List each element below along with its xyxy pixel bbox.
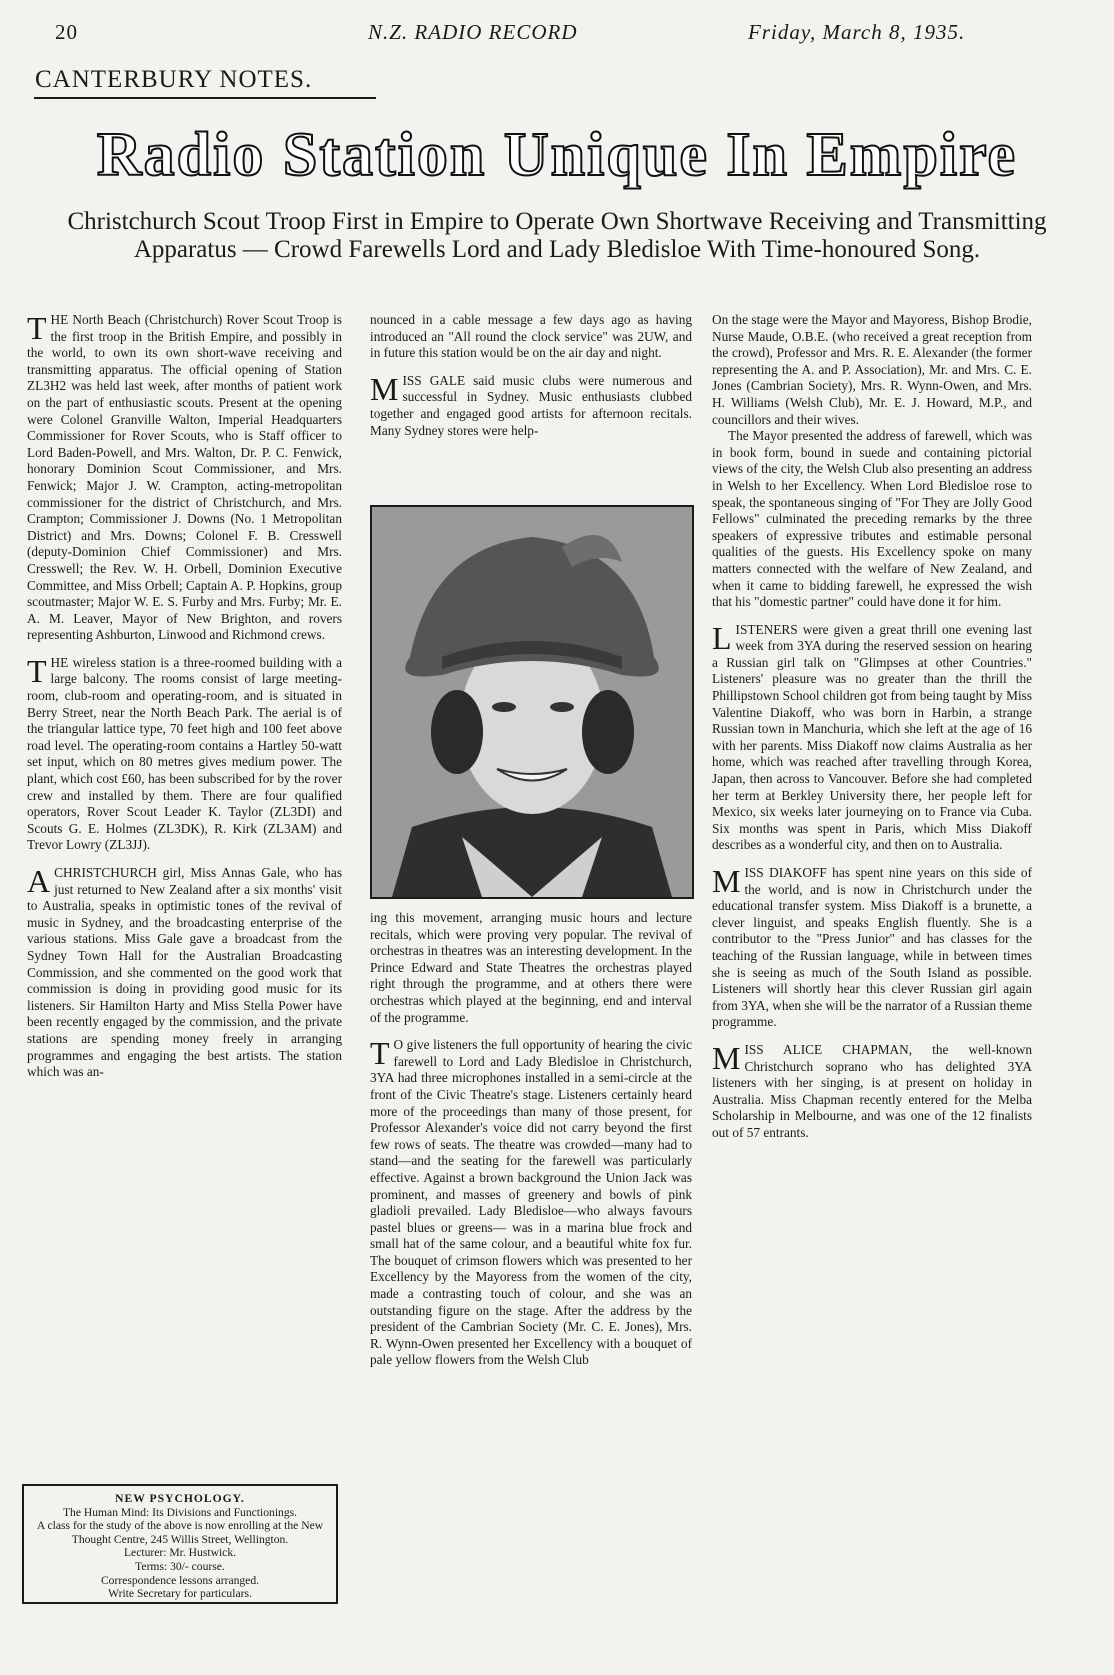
paragraph-text: ISTENERS were given a great thrill one evening last week from 3YA during the reserved session on hearing a Russian girl talk on "Glimpses at other Countries." Listeners' pleasure was no greater than the thrill the Phillipstown School children got from being taught by Miss Valentine Diakoff, who was born in Harbin, a strange Russian town in Manchuria, which she left at the age of 16 with her parents. Miss Diakoff now claims Australia as her home, which was reached after travelling through Korea, Japan, then across to Vancouver. Before she had completed her term at Berkley University there, her people left for Mexico, six weeks later journeying on to France via Cuba. Six months was spent in Paris, which Miss Diakoff describes as a wonderful city, and then on to Australia. xyxy=(712,621,1032,853)
advert-line: Correspondence lessons arranged. xyxy=(100,1573,260,1587)
paragraph: ing this movement, arranging music hours and lecture recitals, which were proving very popular. The revival of orchestras in theatres was an interesting development. In the Prince Edward and State Theatres the orchestras played right through the programme, and at others there were orchestras which played at the beginning, end and interval of the programme. xyxy=(370,910,692,1025)
paragraph xyxy=(27,312,342,644)
column-1 xyxy=(27,312,342,1081)
column-3 xyxy=(712,312,1032,1142)
subheadline: Christchurch Scout Troop First in Empire to Operate Own Shortwave Receiving and Transmitting Apparatus — Crowd Farewells Lord and Lady Bledisloe With Time-honoured Song. xyxy=(67,208,1047,263)
headline: Radio Station Unique In Empire xyxy=(96,121,1018,189)
advert-title: NEW PSYCHOLOGY. xyxy=(115,1492,245,1505)
column-2-top xyxy=(370,312,692,439)
drop-cap: A xyxy=(27,863,51,899)
section-title: CANTERBURY NOTES. xyxy=(35,66,313,93)
portrait-image xyxy=(372,507,692,897)
section-rule xyxy=(34,97,376,99)
page-number: 20 xyxy=(55,20,78,44)
advert-line: Write Secretary for particulars. xyxy=(108,1587,252,1601)
advert-line: The Human Mind: Its Divisions and Functionings. xyxy=(62,1505,298,1519)
drop-cap: L xyxy=(712,619,732,656)
paragraph-text: O give listeners the full opportunity of hearing the civic farewell to Lord and Lady Bledisloe in Christchurch, 3YA had three microphones installed in a semi-circle at the front of the Civic Theatre's stage. Listeners certainly heard more of the proceedings than many of those present, for Professor Alexander's voice did not carry beyond the first few rows of seats. The theatre was crowded—many had to stand—and the seating for the farewell was particularly effective. Against a brown background the Union Jack was prominent, and masses of greenery and bowls of pink gladioli prevailed. Lady Bledisloe—who always favours pastel blues or greens— was in a marina blue frock and small hat of the same colour, and a beautiful white fox fur. The bouquet of crimson flowers which was presented to her Excellency by the Mayoress from the women of the city, made a contrasting touch of colour, and she was an outstanding figure on the stage. After the address by the president of the Cambrian Society (Mr. C. E. Jones), Mrs. R. Wynn-Owen presented her Excellency with a bouquet of pale yellow flowers from the Welsh Club xyxy=(370,1037,692,1368)
paragraph xyxy=(712,619,1032,854)
paragraph: On the stage were the Mayor and Mayoress, Bishop Brodie, Nurse Maude, O.B.E. (who received a great reception from the crowd), Professor and Mrs. R. E. Alexander (the former representing the A. and P. Association), Mr. and Mrs. C. E. Jones (Cambrian Society), Mrs. R. Wynn-Owen, and Mrs. H. Williams (Welsh Club), Mr. E. J. Howard, M.P., and councillors and their wives. xyxy=(712,312,1032,427)
advert-line: Terms: 30/- course. xyxy=(135,1559,225,1573)
paragraph-text: CHRISTCHURCH girl, Miss Annas Gale, who has just returned to New Zealand after a six months' visit to Australia, speaks in optimistic tones of the revival of music in Sydney, and the broadcasting enterprise of the various stations. Miss Gale gave a broadcast from the Sydney Town Hall for the Australian Broadcasting Commission, and she commented on the good work that commission is doing in providing good music for its listeners. Sir Hamilton Harty and Miss Stella Power have been recently engaged by the commission, and the private stations are spending money freely in arranging programmes and engaging the best artists. The station which was an- xyxy=(27,865,342,1080)
drop-cap: T xyxy=(370,1035,390,1072)
paragraph xyxy=(27,652,342,854)
drop-cap: T xyxy=(27,310,47,346)
paragraph xyxy=(712,865,1032,1031)
paragraph-text: ISS ALICE CHAPMAN, the well-known Christchurch soprano who has delighted 3YA listeners with her singing, is at present on holiday in Australia. Miss Chapman recently entered for the Melba Scholarship in Melbourne, and was one of the 12 finalists out of 57 entrants. xyxy=(712,1041,1032,1140)
drop-cap: M xyxy=(712,863,741,899)
drop-cap: M xyxy=(370,370,399,407)
drop-cap: T xyxy=(27,652,47,689)
paragraph: The Mayor presented the address of farewell, which was in book form, bound in suede and containing pictorial views of the city, the Welsh Club also presenting an address in Welsh to her Excellency. When Lord Bledisloe rose to speak, the spontaneous singing of "For They are Jolly Good Fellows" culminated the preceding remarks by the three speakers of expressive tributes and estimable personal qualities of the guests. His Excellency spoke on many matters connected with the welfare of New Zealand, and when it came to bidding farewell, he expressed the wish that his "domestic partner" could have done it for him. xyxy=(712,428,1032,610)
paragraph-text: HE North Beach (Christchurch) Rover Scout Troop is the first troop in the British Empire, and possibly in the world, to own its own short-wave receiving and transmitting apparatus. The official opening of Station ZL3H2 was held last week, after months of patient work on the part of enthusiastic scouts. Present at the opening were Colonel Granville Walton, Imperial Headquarters Commissioner for Rover Scouts, who is Staff officer to Lord Baden-Powell, and Mrs. Walton, Dr. P. C. Fenwick, honorary Dominion Scout Commissioner, and Mrs. Fenwick; Major J. W. Crampton, acting-metropolitan commissioner for the district of Christchurch, and Mrs. Crampton; Commissioner J. Downs (No. 1 Metropolitan District) and Mrs. Downs; Colonel F. B. Cresswell (deputy-Dominion Chief Commissioner) and Mrs. Cresswell; the Rev. W. H. Orbell, Dominion Executive Committee, and Miss Orbell; Captain A. P. Hopkins, group scoutmaster; Major W. E. S. Furby and Mrs. Furby; Mr. E. A. M. Leaver, Mayor of New Brighton, and rovers representing Ashburton, Linwood and Richmond crews. xyxy=(27,312,342,643)
advert-line: A class for the study of the above is now enrolling at the New Thought Centre, 245 Willis Street, Wellington. xyxy=(36,1519,324,1546)
publication-title: N.Z. RADIO RECORD xyxy=(368,20,578,44)
portrait-photo xyxy=(370,505,694,899)
paragraph xyxy=(712,1039,1032,1142)
drop-cap: M xyxy=(712,1039,741,1076)
paragraph-text: HE wireless station is a three-roomed building with a large balcony. The rooms consist of large meeting-room, club-room and operating-room, and is situated in Berry Street, near the North Beach Park. The aerial is of the triangular lattice type, 70 feet high and 100 feet above road level. The operating-room contains a Hartley 50-watt set input, which on 80 metres gives medium power. The plant, which cost £60, has been subscribed for by the rover crew and installed by them. There are four qualified operators, Rover Scout Leader K. Taylor (ZL3DI) and Scouts G. E. Holmes (ZL3DK), R. Kirk (ZL3AM) and Trevor Lowry (ZL3JJ). xyxy=(27,654,342,853)
paragraph: nounced in a cable message a few days ago as having introduced an "All round the clock service" was 2UW, and in future this station would be on the air day and night. xyxy=(370,312,692,361)
issue-date: Friday, March 8, 1935. xyxy=(748,20,966,44)
column-2-bottom xyxy=(370,910,692,1369)
page-header xyxy=(0,20,1114,50)
paragraph xyxy=(27,865,342,1081)
paragraph xyxy=(370,1037,692,1369)
paragraph-text: ISS GALE said music clubs were numerous and successful in Sydney. Music enthusiasts clubbed together and engaged good artists for afternoon recitals. Many Sydney stores were help- xyxy=(370,372,692,438)
advert-line: Lecturer: Mr. Hustwick. xyxy=(123,1546,237,1560)
paragraph-text: ISS DIAKOFF has spent nine years on this side of the world, and is now in Christchurch under the educational transfer system. Miss Diakoff is a brunette, a clever linguist, and speaks English fluently. She is a contributor to the "Press Junior" and has classes for the teaching of the Russian language, while in between times she is seeing as much of the South Island as possible. Listeners will shortly hear this clever Russian girl again from 3YA, when she will be the narrator of a Russian theme programme. xyxy=(712,865,1032,1030)
advert-box xyxy=(22,1484,338,1604)
paragraph xyxy=(370,370,692,439)
